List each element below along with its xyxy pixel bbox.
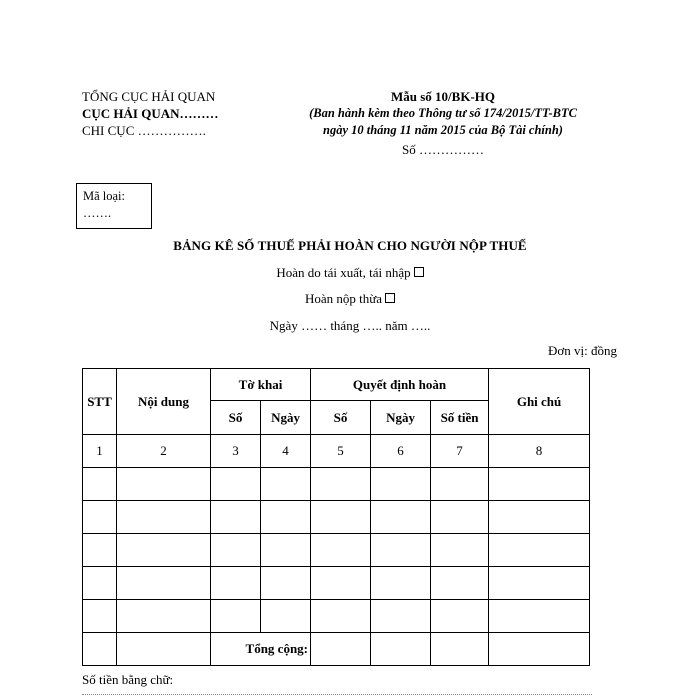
table-row: [83, 567, 590, 600]
table-cell[interactable]: [261, 501, 311, 534]
table-cell[interactable]: [371, 468, 431, 501]
column-number: 7: [431, 435, 489, 468]
table-cell[interactable]: [489, 501, 590, 534]
column-number: 3: [211, 435, 261, 468]
table-cell[interactable]: [311, 501, 371, 534]
table-cell[interactable]: [83, 600, 117, 633]
column-number: 6: [371, 435, 431, 468]
option-reexport-label: Hoàn do tái xuất, tái nhập: [276, 265, 411, 280]
table-cell[interactable]: [261, 534, 311, 567]
currency-unit: Đơn vị: đồng: [548, 343, 617, 358]
table-row: [83, 600, 590, 633]
table-cell[interactable]: [211, 600, 261, 633]
table-cell[interactable]: [261, 567, 311, 600]
branch-name: CHI CỤC …………….: [82, 123, 206, 138]
header-declaration: Tờ khai: [211, 369, 311, 401]
total-cell[interactable]: [489, 633, 590, 666]
table-cell[interactable]: [83, 501, 117, 534]
header-decision: Quyết định hoàn: [311, 369, 489, 401]
total-label: Tổng cộng:: [211, 633, 311, 666]
table-cell: [117, 633, 211, 666]
header-note: Ghi chú: [489, 369, 590, 435]
table-cell[interactable]: [117, 468, 211, 501]
form-number: Mẫu số 10/BK-HQ: [390, 89, 495, 104]
total-row: [83, 633, 590, 666]
option-reexport: [0, 265, 700, 281]
column-number: 5: [311, 435, 371, 468]
form-legal-note: (Ban hành kèm theo Thông tư số 174/2015/TT-BTC ngày 10 tháng 11 năm 2015 của Bộ Tài chính): [309, 106, 577, 137]
column-number: 8: [489, 435, 590, 468]
table-cell[interactable]: [261, 600, 311, 633]
subheader-declaration-number: Số: [211, 401, 261, 435]
table-cell[interactable]: [489, 468, 590, 501]
table-row: [83, 534, 590, 567]
table-cell[interactable]: [371, 600, 431, 633]
total-amount-cell[interactable]: [431, 633, 489, 666]
table-cell[interactable]: [371, 534, 431, 567]
table-cell[interactable]: [311, 468, 371, 501]
table-cell[interactable]: [489, 534, 590, 567]
option-overpaid: [0, 291, 700, 307]
table-row: [83, 501, 590, 534]
table-cell[interactable]: [211, 468, 261, 501]
table-row: [83, 468, 590, 501]
table-cell[interactable]: [83, 567, 117, 600]
total-cell[interactable]: [371, 633, 431, 666]
agency-header: [82, 88, 219, 139]
table-cell[interactable]: [211, 501, 261, 534]
option-reexport-checkbox[interactable]: [414, 267, 424, 277]
code-box: [76, 183, 152, 229]
table-cell[interactable]: [431, 468, 489, 501]
code-label: Mã loại:: [83, 189, 126, 203]
table-cell[interactable]: [311, 600, 371, 633]
header-stt: STT: [83, 369, 117, 435]
table-cell[interactable]: [117, 501, 211, 534]
total-cell[interactable]: [311, 633, 371, 666]
table-cell[interactable]: [489, 567, 590, 600]
refund-table: [82, 368, 590, 666]
column-number: 1: [83, 435, 117, 468]
column-number-row: [83, 435, 590, 468]
table-cell[interactable]: [431, 567, 489, 600]
document-number: Số ……………: [402, 142, 484, 157]
table-cell[interactable]: [311, 534, 371, 567]
table-cell[interactable]: [117, 534, 211, 567]
table-cell[interactable]: [117, 600, 211, 633]
option-overpaid-checkbox[interactable]: [385, 293, 395, 303]
subheader-declaration-date: Ngày: [261, 401, 311, 435]
amount-in-words-line[interactable]: [82, 690, 592, 695]
subheader-decision-date: Ngày: [371, 401, 431, 435]
table-cell: [83, 633, 117, 666]
subheader-decision-number: Số: [311, 401, 371, 435]
column-number: 2: [117, 435, 211, 468]
table-cell[interactable]: [431, 600, 489, 633]
table-cell[interactable]: [211, 534, 261, 567]
code-value: …….: [83, 206, 112, 220]
subheader-decision-amount: Số tiền: [431, 401, 489, 435]
table-cell[interactable]: [489, 600, 590, 633]
table-cell[interactable]: [211, 567, 261, 600]
table-cell[interactable]: [371, 501, 431, 534]
header-content: Nội dung: [117, 369, 211, 435]
table-cell[interactable]: [431, 501, 489, 534]
date-line: Ngày …… tháng ….. năm …..: [269, 318, 431, 333]
table-cell[interactable]: [83, 468, 117, 501]
general-department-name: TỔNG CỤC HẢI QUAN: [82, 89, 216, 104]
table-cell[interactable]: [311, 567, 371, 600]
document-title: BẢNG KÊ SỐ THUẾ PHẢI HOÀN CHO NGƯỜI NỘP THUẾ: [173, 238, 527, 253]
amount-in-words-label: Số tiền bằng chữ:: [82, 672, 174, 687]
column-number: 4: [261, 435, 311, 468]
customs-department-name: CỤC HẢI QUAN………: [82, 106, 219, 121]
table-cell[interactable]: [431, 534, 489, 567]
form-header: [300, 88, 586, 158]
table-cell[interactable]: [83, 534, 117, 567]
table-cell[interactable]: [117, 567, 211, 600]
table-cell[interactable]: [371, 567, 431, 600]
table-cell[interactable]: [261, 468, 311, 501]
option-overpaid-label: Hoàn nộp thừa: [304, 291, 383, 306]
